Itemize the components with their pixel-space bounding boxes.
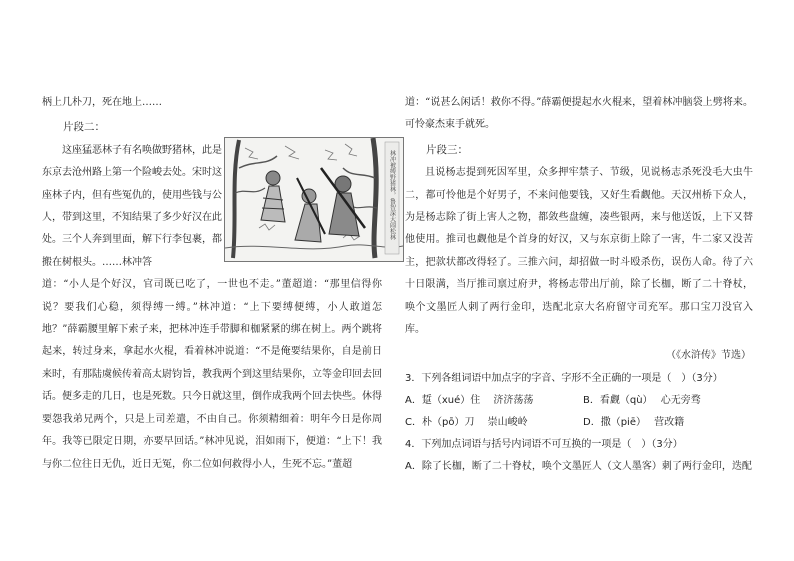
q4-option-a: A．除了长枷，断了二十脊杖，唤个文墨匠人（文人墨客）刺了两行金印，迭配 (405, 460, 752, 472)
question-3-stem: 3．下列各组词语中加点字的字音、字形不全正确的一项是（ ）（3分） (405, 372, 723, 384)
q3-option-c: C．朴（pō）刀 崇山峻岭 (405, 416, 528, 428)
section2-full-paragraph: 道：“小人是个好汉，官司既已吃了，一世也不走。”董超道：“那里信得你说？要我们心稳，须得缚一缚。”林冲道：“上下要缚便缚，小人敢道怎地？”薛霸腰里解下索子来，把林冲连手带脚和枷紧紧的绑在树上。两个跳将起来，转过身来，拿起水火棍，看着林冲说道：“不是俺要结果你，自是前日来时，有那陆虞候传着高太尉钧旨，教我两个到这里结果你，立等金印回去回话。便多走的几日，也是死数。只今日就这里，倒作成我两个回去快些。休得要怨我弟兄两个，只是上司差遣，不由自己。你须精细着：明年今日是你周年。我等已限定日期，亦要早回话。”林冲见说，泪如雨下，便道：“上下！我与你二位往日无仇，近日无冤，你二位如何救得小人，生死不忘。”董超 (42, 279, 382, 470)
q3-option-a: A．踅（xué）住 济济荡荡 (405, 394, 534, 406)
section2-wrapped-paragraph: 这座猛恶林子有名唤做野猪林，此是东京去沧州路上第一个险峻去处。宋时这座林子内，但有些冤仇的，使用些钱与公人，带到这里，不知结果了多少好汉在此处。三个人奔到里面，解下行李包裹，都搬在树根头。……林冲答 (42, 144, 222, 268)
source-citation: （《水浒传》节选） (666, 350, 751, 362)
right-column (405, 92, 753, 478)
section2-continuation: 道：“说甚么闲话！救你不得。”薛霸便提起水火棍来，望着林冲脑袋上劈将来。可怜豪杰束手就死。 (405, 97, 753, 131)
question-4-stem: 4．下列加点词语与括号内词语不可互换的一项是（ ）（3分） (405, 438, 683, 450)
section3-paragraph: 且说杨志提到死因军里，众多押牢禁子、节级，见说杨志杀死没毛大虫牛二，都可怜他是个好男子，不来问他要钱，又好生看觑他。天汉州桥下众人，为是杨志除了街上害人之物，都敛些盘缠，凑些银两，来与他送饭，上下又替他使用。推司也觑他是个首身的好汉，又与东京街上除了一害，牛二家又没苦主，把款状都改得轻了。三推六问，却招做一时斗殴杀伤，误伤人命。待了六十日限满，当厅推司禀过府尹，将杨志带出厅前，除了长枷，断了二十脊杖，唤个文墨匠人刺了两行金印，迭配北京大名府留守司充军。那口宝刀没官入库。 (405, 167, 753, 336)
section3-title: 片段三： (426, 143, 468, 156)
question-3-options-row1 (405, 390, 753, 412)
illustration-side-caption: 林冲被缚野猪林，鲁智深大闹松林 (388, 150, 396, 240)
left-column (42, 92, 396, 476)
q3-option-b: B．看觑（qù） 心无旁骛 (583, 394, 701, 406)
section2-title: 片段二： (63, 121, 105, 134)
illustration-drawing (225, 138, 403, 261)
question-3-options-row2 (405, 412, 753, 434)
lead-line: 柄上几朴刀，死在地上…… (42, 97, 162, 108)
q3-option-d: D．撒（piē） 营改籍 (583, 416, 685, 428)
forest-fight-illustration (224, 137, 404, 262)
